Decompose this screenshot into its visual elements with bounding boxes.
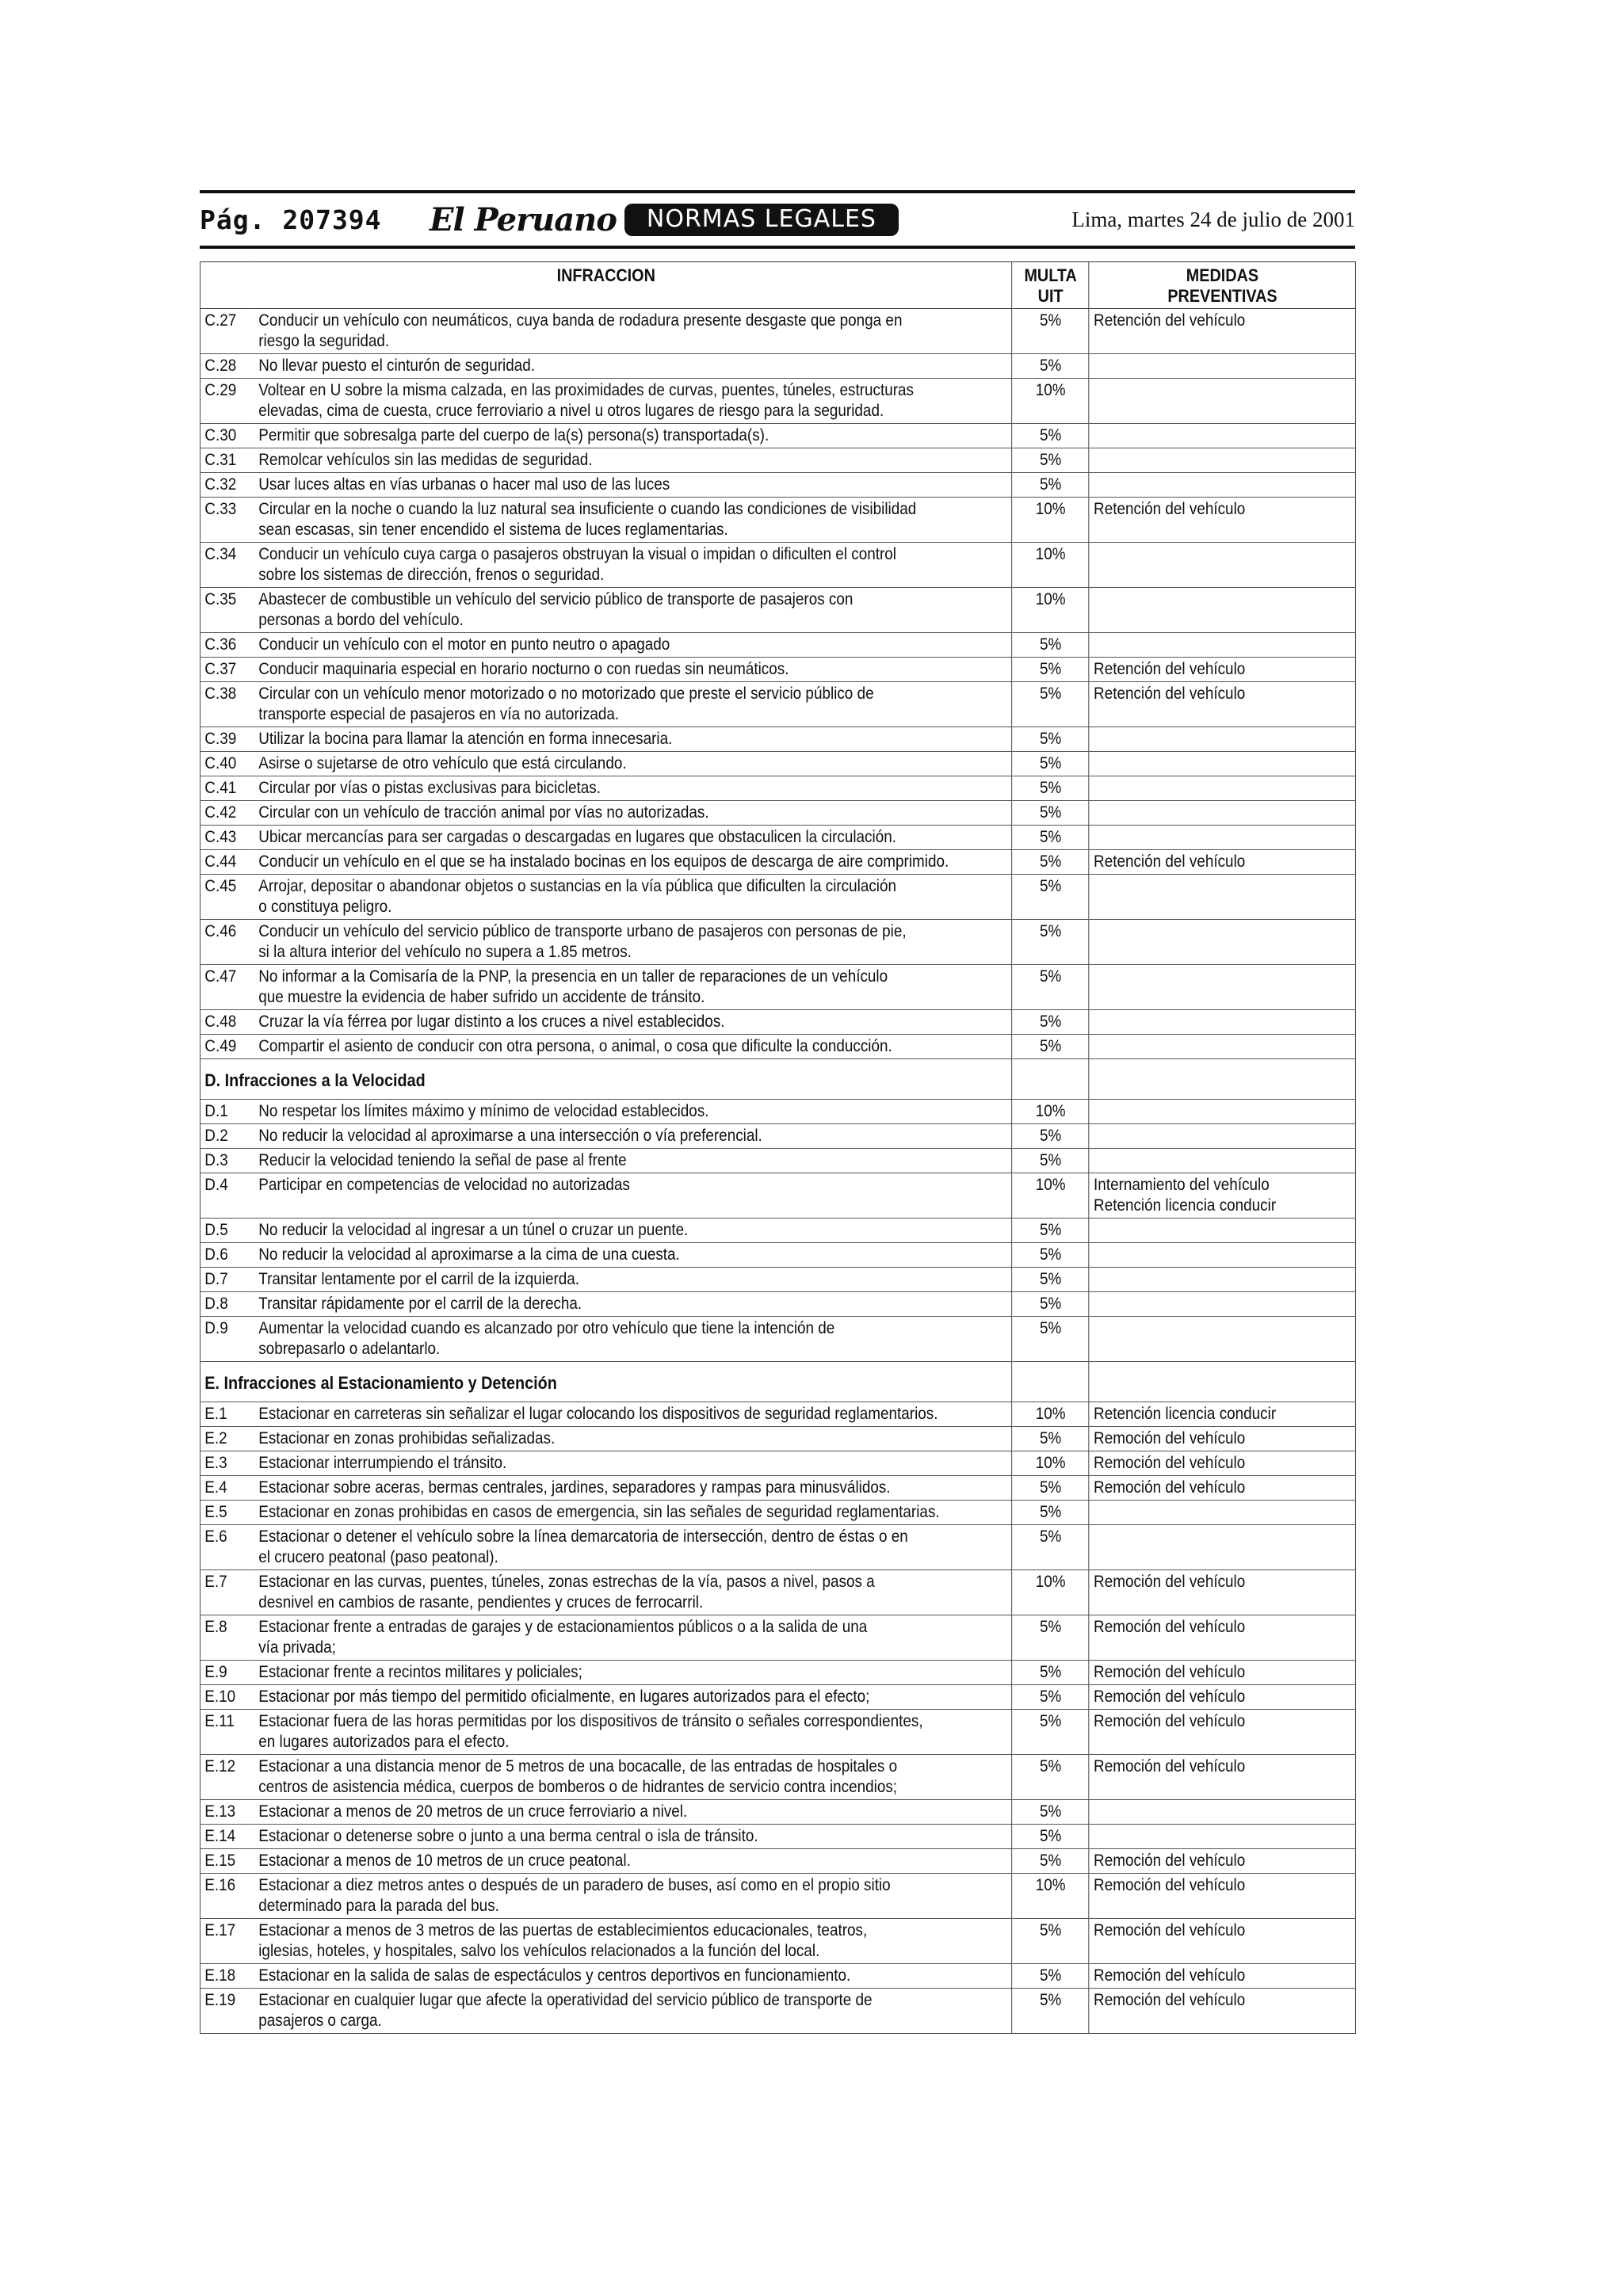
page-number: Pág. 207394 bbox=[200, 204, 382, 235]
fine-percent: 5% bbox=[1012, 875, 1089, 920]
table-row bbox=[200, 1755, 1355, 1800]
table-row bbox=[200, 752, 1355, 776]
infraction-description: Remolcar vehículos sin las medidas de seguridad. bbox=[254, 448, 1012, 473]
infraction-code: E.8 bbox=[200, 1615, 254, 1661]
infraction-code: C.31 bbox=[200, 448, 254, 473]
table-row bbox=[200, 1615, 1355, 1661]
preventive-measure bbox=[1089, 727, 1356, 752]
fine-percent: 5% bbox=[1012, 1661, 1089, 1685]
infraction-code: D.9 bbox=[200, 1317, 254, 1362]
infraction-code: C.42 bbox=[200, 801, 254, 826]
table-row bbox=[200, 1710, 1355, 1755]
preventive-measure: Internamiento del vehículo Retención licencia conducir bbox=[1089, 1173, 1356, 1219]
table-header-row bbox=[200, 262, 1355, 309]
infraction-code: E.17 bbox=[200, 1919, 254, 1964]
fine-percent: 10% bbox=[1012, 1173, 1089, 1219]
infractions-table bbox=[200, 261, 1356, 2034]
preventive-measure: Remoción del vehículo bbox=[1089, 1661, 1356, 1685]
infraction-code: C.48 bbox=[200, 1010, 254, 1035]
fine-percent: 5% bbox=[1012, 1964, 1089, 1989]
table-row bbox=[200, 1010, 1355, 1035]
infraction-code: C.41 bbox=[200, 776, 254, 801]
infraction-code: E.19 bbox=[200, 1989, 254, 2034]
infraction-description: Usar luces altas en vías urbanas o hacer mal uso de las luces bbox=[254, 473, 1012, 498]
preventive-measure bbox=[1089, 1010, 1356, 1035]
infraction-description: No llevar puesto el cinturón de seguridad. bbox=[254, 354, 1012, 379]
table-row bbox=[200, 1317, 1355, 1362]
infraction-code: C.29 bbox=[200, 379, 254, 424]
preventive-measure: Remoción del vehículo bbox=[1089, 1849, 1356, 1874]
preventive-measure bbox=[1089, 473, 1356, 498]
fine-percent: 5% bbox=[1012, 1476, 1089, 1501]
infraction-code: C.37 bbox=[200, 658, 254, 682]
infraction-code: E.12 bbox=[200, 1755, 254, 1800]
preventive-measure bbox=[1089, 826, 1356, 850]
infraction-description: Circular con un vehículo menor motorizado o no motorizado que preste el servicio público de transporte especial de pasajeros en vía no autorizada. bbox=[254, 682, 1012, 727]
fine-percent: 5% bbox=[1012, 473, 1089, 498]
infraction-code: D.4 bbox=[200, 1173, 254, 1219]
section-heading-row bbox=[200, 1362, 1355, 1402]
table-row bbox=[200, 826, 1355, 850]
infraction-code: E.18 bbox=[200, 1964, 254, 1989]
preventive-measure: Retención del vehículo bbox=[1089, 850, 1356, 875]
preventive-measure bbox=[1089, 1800, 1356, 1825]
table-row bbox=[200, 850, 1355, 875]
preventive-measure bbox=[1089, 1317, 1356, 1362]
preventive-measure bbox=[1089, 965, 1356, 1010]
fine-percent: 5% bbox=[1012, 1685, 1089, 1710]
preventive-measure: Remoción del vehículo bbox=[1089, 1874, 1356, 1919]
infraction-code: D.1 bbox=[200, 1100, 254, 1124]
preventive-measure bbox=[1089, 1268, 1356, 1292]
table-row bbox=[200, 1268, 1355, 1292]
infraction-description: Estacionar frente a recintos militares y policiales; bbox=[254, 1661, 1012, 1685]
table-row bbox=[200, 658, 1355, 682]
table-row bbox=[200, 682, 1355, 727]
table-row bbox=[200, 1219, 1355, 1243]
preventive-measure bbox=[1089, 752, 1356, 776]
infraction-code: D.8 bbox=[200, 1292, 254, 1317]
table-row bbox=[200, 875, 1355, 920]
table-row bbox=[200, 424, 1355, 448]
preventive-measure: Remoción del vehículo bbox=[1089, 1476, 1356, 1501]
table-row bbox=[200, 776, 1355, 801]
infraction-description: Compartir el asiento de conducir con otra persona, o animal, o cosa que dificulte la conducción. bbox=[254, 1035, 1012, 1059]
preventive-measure: Remoción del vehículo bbox=[1089, 1755, 1356, 1800]
table-row bbox=[200, 1149, 1355, 1173]
infraction-code: E.16 bbox=[200, 1874, 254, 1919]
infraction-description: Arrojar, depositar o abandonar objetos o sustancias en la vía pública que dificulten la circulación o constituya peligro. bbox=[254, 875, 1012, 920]
infraction-description: Abastecer de combustible un vehículo del servicio público de transporte de pasajeros con personas a bordo del vehículo. bbox=[254, 588, 1012, 633]
infraction-code: C.40 bbox=[200, 752, 254, 776]
fine-percent: 5% bbox=[1012, 1317, 1089, 1362]
table-row bbox=[200, 1849, 1355, 1874]
infraction-description: Conducir un vehículo en el que se ha instalado bocinas en los equipos de descarga de aire comprimido. bbox=[254, 850, 1012, 875]
infraction-code: D.3 bbox=[200, 1149, 254, 1173]
preventive-measure: Retención licencia conducir bbox=[1089, 1402, 1356, 1427]
infraction-code: C.36 bbox=[200, 633, 254, 658]
preventive-measure: Remoción del vehículo bbox=[1089, 1615, 1356, 1661]
table-row bbox=[200, 473, 1355, 498]
infraction-description: Estacionar a menos de 20 metros de un cruce ferroviario a nivel. bbox=[254, 1800, 1012, 1825]
preventive-measure bbox=[1089, 1501, 1356, 1525]
preventive-measure bbox=[1089, 379, 1356, 424]
preventive-measure bbox=[1089, 1100, 1356, 1124]
fine-percent: 10% bbox=[1012, 1570, 1089, 1615]
preventive-measure bbox=[1089, 633, 1356, 658]
fine-percent: 5% bbox=[1012, 1292, 1089, 1317]
table-row bbox=[200, 1243, 1355, 1268]
infraction-code: D.7 bbox=[200, 1268, 254, 1292]
fine-percent: 5% bbox=[1012, 965, 1089, 1010]
preventive-measure: Remoción del vehículo bbox=[1089, 1427, 1356, 1451]
infraction-description: Voltear en U sobre la misma calzada, en las proximidades de curvas, puentes, túneles, estructuras elevadas, cima de cuesta, cruce ferroviario a nivel u otros lugares de riesgo para la seguridad. bbox=[254, 379, 1012, 424]
fine-percent: 5% bbox=[1012, 424, 1089, 448]
table-row bbox=[200, 1825, 1355, 1849]
preventive-measure: Remoción del vehículo bbox=[1089, 1685, 1356, 1710]
fine-percent: 5% bbox=[1012, 1219, 1089, 1243]
preventive-measure bbox=[1089, 1292, 1356, 1317]
infraction-description: Estacionar fuera de las horas permitidas por los dispositivos de tránsito o señales correspondientes, en lugares autorizados para el efecto. bbox=[254, 1710, 1012, 1755]
infraction-description: Estacionar a diez metros antes o después de un paradero de buses, así como en el propio sitio determinado para la parada del bus. bbox=[254, 1874, 1012, 1919]
preventive-measure bbox=[1089, 448, 1356, 473]
table-row bbox=[200, 1525, 1355, 1570]
infraction-description: No informar a la Comisaría de la PNP, la presencia en un taller de reparaciones de un vehículo que muestre la evidencia de haber sufrido un accidente de tránsito. bbox=[254, 965, 1012, 1010]
table-row bbox=[200, 1919, 1355, 1964]
preventive-measure bbox=[1089, 776, 1356, 801]
infraction-code: E.5 bbox=[200, 1501, 254, 1525]
infraction-code: E.7 bbox=[200, 1570, 254, 1615]
infraction-description: Permitir que sobresalga parte del cuerpo de la(s) persona(s) transportada(s). bbox=[254, 424, 1012, 448]
fine-percent: 5% bbox=[1012, 1800, 1089, 1825]
infraction-description: Estacionar o detenerse sobre o junto a una berma central o isla de tránsito. bbox=[254, 1825, 1012, 1849]
fine-percent: 5% bbox=[1012, 776, 1089, 801]
infraction-description: Estacionar interrumpiendo el tránsito. bbox=[254, 1451, 1012, 1476]
header-rule bbox=[200, 246, 1355, 249]
infraction-description: Conducir un vehículo con neumáticos, cuya banda de rodadura presente desgaste que ponga en riesgo la seguridad. bbox=[254, 309, 1012, 354]
infraction-description: Estacionar en zonas prohibidas en casos de emergencia, sin las señales de seguridad reglamentarias. bbox=[254, 1501, 1012, 1525]
table-row bbox=[200, 1800, 1355, 1825]
preventive-measure bbox=[1089, 1035, 1356, 1059]
table-row bbox=[200, 1100, 1355, 1124]
preventive-measure bbox=[1089, 588, 1356, 633]
fine-percent: 5% bbox=[1012, 920, 1089, 965]
preventive-measure bbox=[1089, 354, 1356, 379]
infraction-code: C.28 bbox=[200, 354, 254, 379]
fine-percent: 10% bbox=[1012, 1874, 1089, 1919]
fine-percent: 5% bbox=[1012, 1427, 1089, 1451]
infraction-description: Conducir maquinaria especial en horario nocturno o con ruedas sin neumáticos. bbox=[254, 658, 1012, 682]
infraction-description: Conducir un vehículo cuya carga o pasajeros obstruyan la visual o impidan o dificulten el control sobre los sistemas de dirección, frenos o seguridad. bbox=[254, 543, 1012, 588]
preventive-measure: Retención del vehículo bbox=[1089, 682, 1356, 727]
infraction-code: E.3 bbox=[200, 1451, 254, 1476]
table-row bbox=[200, 727, 1355, 752]
fine-percent: 5% bbox=[1012, 1035, 1089, 1059]
empty-cell bbox=[1089, 1059, 1356, 1100]
fine-percent: 5% bbox=[1012, 658, 1089, 682]
fine-percent: 5% bbox=[1012, 309, 1089, 354]
fine-percent: 5% bbox=[1012, 682, 1089, 727]
fine-percent: 5% bbox=[1012, 1615, 1089, 1661]
infraction-code: D.5 bbox=[200, 1219, 254, 1243]
infraction-code: C.43 bbox=[200, 826, 254, 850]
infraction-code: D.2 bbox=[200, 1124, 254, 1149]
table-row bbox=[200, 1173, 1355, 1219]
section-heading-row bbox=[200, 1059, 1355, 1100]
table-row bbox=[200, 1292, 1355, 1317]
fine-percent: 10% bbox=[1012, 1100, 1089, 1124]
infraction-description: Estacionar a menos de 10 metros de un cruce peatonal. bbox=[254, 1849, 1012, 1874]
table-row bbox=[200, 1501, 1355, 1525]
table-row bbox=[200, 801, 1355, 826]
infraction-code: E.15 bbox=[200, 1849, 254, 1874]
header-medidas: MEDIDAS PREVENTIVAS bbox=[1089, 262, 1356, 309]
infraction-description: Ubicar mercancías para ser cargadas o descargadas en lugares que obstaculicen la circulación. bbox=[254, 826, 1012, 850]
table-row bbox=[200, 309, 1355, 354]
infraction-code: C.34 bbox=[200, 543, 254, 588]
fine-percent: 5% bbox=[1012, 1919, 1089, 1964]
infraction-code: E.9 bbox=[200, 1661, 254, 1685]
infraction-description: Estacionar en la salida de salas de espectáculos y centros deportivos en funcionamiento. bbox=[254, 1964, 1012, 1989]
table-row bbox=[200, 588, 1355, 633]
infraction-description: Transitar lentamente por el carril de la izquierda. bbox=[254, 1268, 1012, 1292]
fine-percent: 5% bbox=[1012, 1525, 1089, 1570]
infraction-code: E.2 bbox=[200, 1427, 254, 1451]
infraction-code: C.46 bbox=[200, 920, 254, 965]
infraction-description: Estacionar en las curvas, puentes, túneles, zonas estrechas de la vía, pasos a nivel, pasos a desnivel en cambios de rasante, pendientes y cruces de ferrocarril. bbox=[254, 1570, 1012, 1615]
fine-percent: 5% bbox=[1012, 1825, 1089, 1849]
empty-cell bbox=[1012, 1059, 1089, 1100]
table-row bbox=[200, 1427, 1355, 1451]
preventive-measure bbox=[1089, 1525, 1356, 1570]
fine-percent: 10% bbox=[1012, 588, 1089, 633]
empty-cell bbox=[1012, 1362, 1089, 1402]
preventive-measure: Remoción del vehículo bbox=[1089, 1451, 1356, 1476]
table-row bbox=[200, 1570, 1355, 1615]
table-row bbox=[200, 633, 1355, 658]
fine-percent: 10% bbox=[1012, 1451, 1089, 1476]
section-heading: E. Infracciones al Estacionamiento y Detención bbox=[200, 1362, 1012, 1402]
infraction-code: E.11 bbox=[200, 1710, 254, 1755]
table-row bbox=[200, 498, 1355, 543]
preventive-measure bbox=[1089, 801, 1356, 826]
fine-percent: 5% bbox=[1012, 727, 1089, 752]
preventive-measure: Remoción del vehículo bbox=[1089, 1989, 1356, 2034]
table-row bbox=[200, 965, 1355, 1010]
fine-percent: 10% bbox=[1012, 543, 1089, 588]
fine-percent: 5% bbox=[1012, 1849, 1089, 1874]
infraction-description: No reducir la velocidad al ingresar a un túnel o cruzar un puente. bbox=[254, 1219, 1012, 1243]
fine-percent: 5% bbox=[1012, 850, 1089, 875]
infraction-description: Utilizar la bocina para llamar la atención en forma innecesaria. bbox=[254, 727, 1012, 752]
infraction-description: Estacionar o detener el vehículo sobre la línea demarcatoria de intersección, dentro de éstas o en el crucero peatonal (paso peatonal). bbox=[254, 1525, 1012, 1570]
infraction-description: Transitar rápidamente por el carril de la derecha. bbox=[254, 1292, 1012, 1317]
table-row bbox=[200, 1989, 1355, 2034]
infraction-code: C.35 bbox=[200, 588, 254, 633]
fine-percent: 5% bbox=[1012, 1149, 1089, 1173]
infraction-code: E.13 bbox=[200, 1800, 254, 1825]
fine-percent: 5% bbox=[1012, 1124, 1089, 1149]
infraction-description: No reducir la velocidad al aproximarse a una intersección o vía preferencial. bbox=[254, 1124, 1012, 1149]
dateline: Lima, martes 24 de julio de 2001 bbox=[1071, 207, 1355, 231]
section-heading: D. Infracciones a la Velocidad bbox=[200, 1059, 1012, 1100]
infraction-description: Conducir un vehículo con el motor en punto neutro o apagado bbox=[254, 633, 1012, 658]
preventive-measure bbox=[1089, 1243, 1356, 1268]
preventive-measure bbox=[1089, 424, 1356, 448]
infraction-code: E.6 bbox=[200, 1525, 254, 1570]
infraction-description: No reducir la velocidad al aproximarse a la cima de una cuesta. bbox=[254, 1243, 1012, 1268]
fine-percent: 5% bbox=[1012, 1989, 1089, 2034]
preventive-measure: Remoción del vehículo bbox=[1089, 1710, 1356, 1755]
infraction-description: Circular con un vehículo de tracción animal por vías no autorizadas. bbox=[254, 801, 1012, 826]
table-row bbox=[200, 379, 1355, 424]
table-row bbox=[200, 1964, 1355, 1989]
page-header bbox=[200, 193, 1355, 246]
infraction-code: E.14 bbox=[200, 1825, 254, 1849]
table-row bbox=[200, 1402, 1355, 1427]
infraction-description: Asirse o sujetarse de otro vehículo que está circulando. bbox=[254, 752, 1012, 776]
newspaper-logo: El Peruano bbox=[430, 200, 617, 238]
header-infraccion: INFRACCION bbox=[200, 262, 1012, 309]
fine-percent: 5% bbox=[1012, 801, 1089, 826]
fine-percent: 5% bbox=[1012, 826, 1089, 850]
fine-percent: 5% bbox=[1012, 1243, 1089, 1268]
table-row bbox=[200, 448, 1355, 473]
fine-percent: 5% bbox=[1012, 1268, 1089, 1292]
table-row bbox=[200, 1874, 1355, 1919]
header-multa: MULTA UIT bbox=[1012, 262, 1089, 309]
fine-percent: 10% bbox=[1012, 498, 1089, 543]
empty-cell bbox=[1089, 1362, 1356, 1402]
infraction-description: Cruzar la vía férrea por lugar distinto a los cruces a nivel establecidos. bbox=[254, 1010, 1012, 1035]
infraction-code: C.27 bbox=[200, 309, 254, 354]
table-row bbox=[200, 1476, 1355, 1501]
preventive-measure: Remoción del vehículo bbox=[1089, 1570, 1356, 1615]
preventive-measure: Retención del vehículo bbox=[1089, 309, 1356, 354]
fine-percent: 5% bbox=[1012, 1010, 1089, 1035]
infraction-description: Circular por vías o pistas exclusivas para bicicletas. bbox=[254, 776, 1012, 801]
infraction-description: Estacionar frente a entradas de garajes y de estacionamientos públicos o a la salida de una vía privada; bbox=[254, 1615, 1012, 1661]
fine-percent: 5% bbox=[1012, 752, 1089, 776]
infraction-description: Estacionar en cualquier lugar que afecte la operatividad del servicio público de transporte de pasajeros o carga. bbox=[254, 1989, 1012, 2034]
table-row bbox=[200, 1685, 1355, 1710]
table-row bbox=[200, 1124, 1355, 1149]
fine-percent: 5% bbox=[1012, 448, 1089, 473]
table-row bbox=[200, 1451, 1355, 1476]
fine-percent: 5% bbox=[1012, 633, 1089, 658]
infraction-description: Reducir la velocidad teniendo la señal de pase al frente bbox=[254, 1149, 1012, 1173]
infraction-description: Estacionar a menos de 3 metros de las puertas de establecimientos educacionales, teatros, iglesias, hoteles, y hospitales, salvo los vehículos relacionados a la función del local. bbox=[254, 1919, 1012, 1964]
preventive-measure bbox=[1089, 1124, 1356, 1149]
infraction-description: Estacionar sobre aceras, bermas centrales, jardines, separadores y rampas para minusválidos. bbox=[254, 1476, 1012, 1501]
fine-percent: 5% bbox=[1012, 1755, 1089, 1800]
infraction-description: Aumentar la velocidad cuando es alcanzado por otro vehículo que tiene la intención de sobrepasarlo o adelantarlo. bbox=[254, 1317, 1012, 1362]
fine-percent: 10% bbox=[1012, 379, 1089, 424]
infraction-code: C.45 bbox=[200, 875, 254, 920]
infraction-description: Estacionar en carreteras sin señalizar el lugar colocando los dispositivos de seguridad reglamentarios. bbox=[254, 1402, 1012, 1427]
preventive-measure: Retención del vehículo bbox=[1089, 658, 1356, 682]
infraction-code: E.10 bbox=[200, 1685, 254, 1710]
infraction-code: D.6 bbox=[200, 1243, 254, 1268]
table-row bbox=[200, 920, 1355, 965]
infraction-code: C.32 bbox=[200, 473, 254, 498]
infraction-description: Estacionar a una distancia menor de 5 metros de una bocacalle, de las entradas de hospitales o centros de asistencia médica, cuerpos de bomberos o de hidrantes de servicio contra incendios; bbox=[254, 1755, 1012, 1800]
infraction-description: Conducir un vehículo del servicio público de transporte urbano de pasajeros con personas de pie, si la altura interior del vehículo no supera a 1.85 metros. bbox=[254, 920, 1012, 965]
infraction-description: Estacionar en zonas prohibidas señalizadas. bbox=[254, 1427, 1012, 1451]
infraction-code: C.39 bbox=[200, 727, 254, 752]
page bbox=[200, 190, 1355, 2034]
infraction-code: C.44 bbox=[200, 850, 254, 875]
preventive-measure bbox=[1089, 1825, 1356, 1849]
preventive-measure bbox=[1089, 1149, 1356, 1173]
infraction-code: C.47 bbox=[200, 965, 254, 1010]
infraction-description: Circular en la noche o cuando la luz natural sea insuficiente o cuando las condiciones de visibilidad sean escasas, sin tener encendido el sistema de luces reglamentarias. bbox=[254, 498, 1012, 543]
infraction-code: E.4 bbox=[200, 1476, 254, 1501]
infraction-code: C.49 bbox=[200, 1035, 254, 1059]
infraction-code: C.38 bbox=[200, 682, 254, 727]
preventive-measure bbox=[1089, 1219, 1356, 1243]
fine-percent: 5% bbox=[1012, 1501, 1089, 1525]
fine-percent: 10% bbox=[1012, 1402, 1089, 1427]
infraction-code: C.33 bbox=[200, 498, 254, 543]
fine-percent: 5% bbox=[1012, 1710, 1089, 1755]
preventive-measure: Remoción del vehículo bbox=[1089, 1919, 1356, 1964]
fine-percent: 5% bbox=[1012, 354, 1089, 379]
infraction-description: Participar en competencias de velocidad no autorizadas bbox=[254, 1173, 1012, 1219]
infraction-description: No respetar los límites máximo y mínimo de velocidad establecidos. bbox=[254, 1100, 1012, 1124]
section-badge: NORMAS LEGALES bbox=[624, 204, 899, 236]
preventive-measure bbox=[1089, 920, 1356, 965]
infraction-description: Estacionar por más tiempo del permitido oficialmente, en lugares autorizados para el efecto; bbox=[254, 1685, 1012, 1710]
preventive-measure bbox=[1089, 875, 1356, 920]
table-row bbox=[200, 1661, 1355, 1685]
table-row bbox=[200, 354, 1355, 379]
preventive-measure bbox=[1089, 543, 1356, 588]
preventive-measure: Remoción del vehículo bbox=[1089, 1964, 1356, 1989]
infraction-code: E.1 bbox=[200, 1402, 254, 1427]
table-row bbox=[200, 1035, 1355, 1059]
infraction-code: C.30 bbox=[200, 424, 254, 448]
preventive-measure: Retención del vehículo bbox=[1089, 498, 1356, 543]
table-row bbox=[200, 543, 1355, 588]
